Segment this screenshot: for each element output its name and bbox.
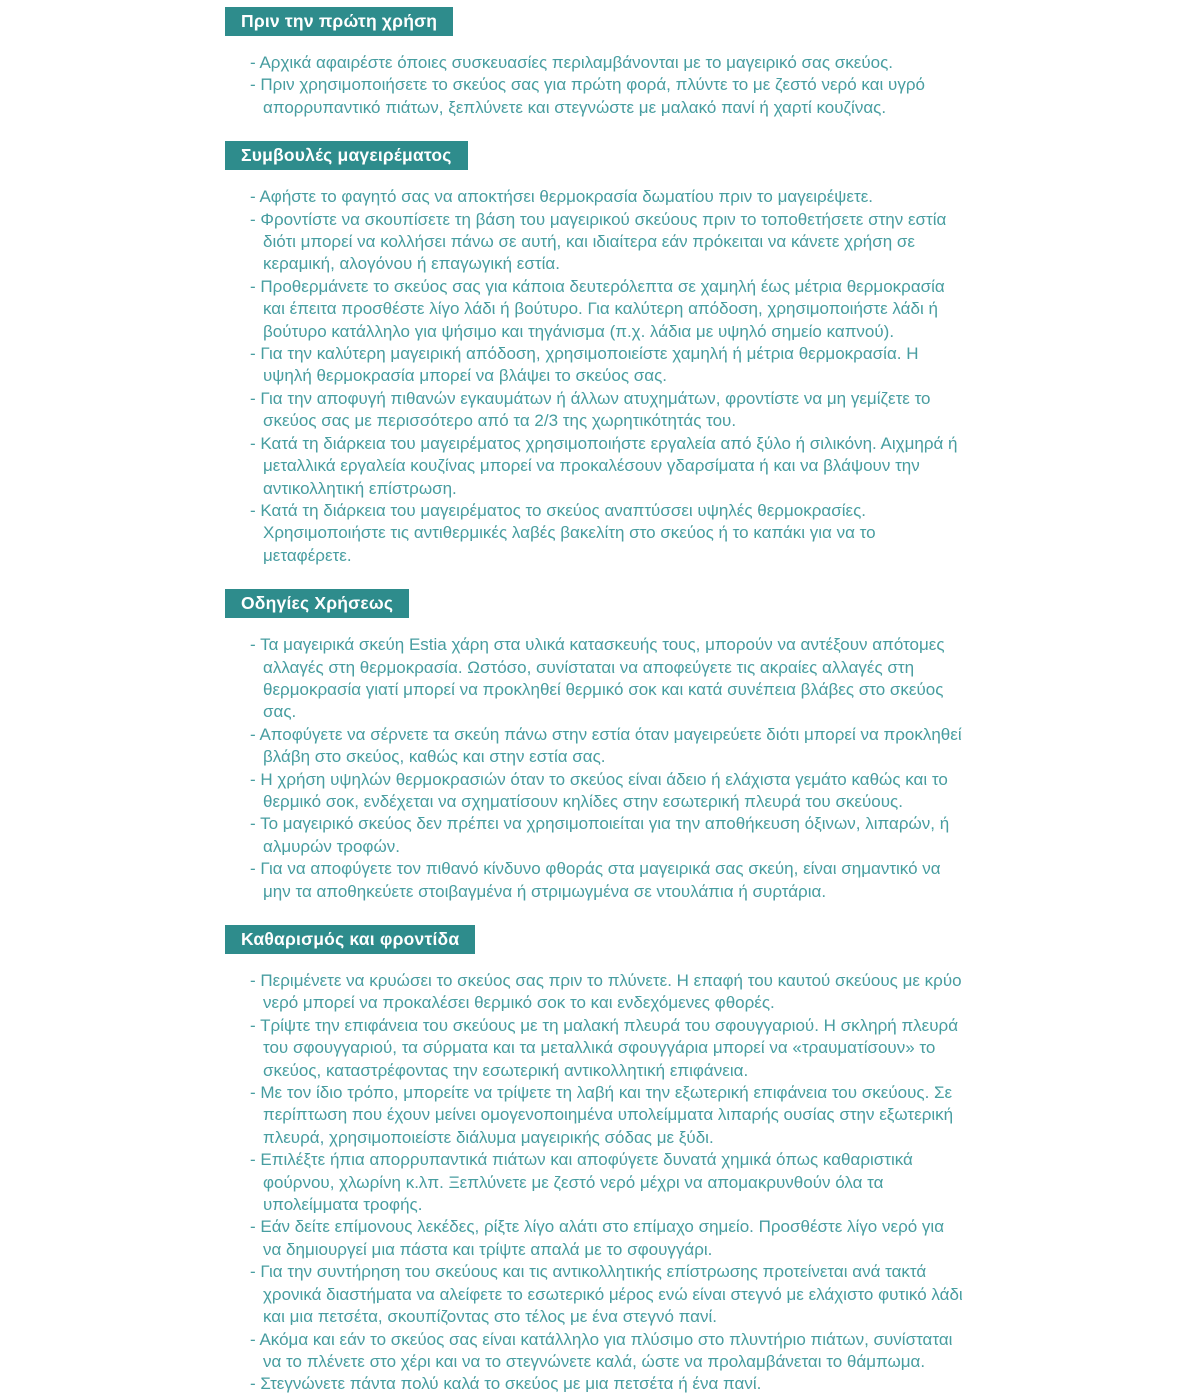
instruction-section bbox=[225, 589, 970, 903]
instruction-item: - Το μαγειρικό σκεύος δεν πρέπει να χρησιμοποιείται για την αποθήκευση όξινων, λιπαρών, ή αλμυρών τροφών. bbox=[250, 813, 966, 858]
instruction-item: - Πριν χρησιμοποιήσετε το σκεύος σας για πρώτη φορά, πλύντε το με ζεστό νερό και υγρό απορρυπαντικό πιάτων, ξεπλύνετε και στεγνώστε με μαλακό πανί ή χαρτί κουζίνας. bbox=[250, 74, 966, 119]
section-title-badge: Συμβουλές μαγειρέματος bbox=[225, 141, 468, 170]
instruction-item: - Η χρήση υψηλών θερμοκρασιών όταν το σκεύος είναι άδειο ή ελάχιστα γεμάτο καθώς και το θερμικό σοκ, ενδέχεται να σχηματίσουν κηλίδες στην εσωτερική πλευρά του σκεύους. bbox=[250, 769, 966, 814]
section-title-badge: Πριν την πρώτη χρήση bbox=[225, 7, 453, 36]
instruction-item: - Περιμένετε να κρυώσει το σκεύος σας πριν το πλύνετε. Η επαφή του καυτού σκεύους με κρύο νερό μπορεί να προκαλέσει θερμικό σοκ το και ενδεχόμενες φθορές. bbox=[250, 970, 966, 1015]
instruction-item: - Ακόμα και εάν το σκεύος σας είναι κατάλληλο για πλύσιμο στο πλυντήριο πιάτων, συνίσταται να το πλένετε στο χέρι και να το στεγνώνετε καλά, ώστε να προλαμβάνεται το θάμπωμα. bbox=[250, 1329, 966, 1374]
instruction-item: - Αποφύγετε να σέρνετε τα σκεύη πάνω στην εστία όταν μαγειρεύετε διότι μπορεί να προκληθεί βλάβη στο σκεύος, καθώς και στην εστία σας. bbox=[250, 724, 966, 769]
instruction-item: - Εάν δείτε επίμονους λεκέδες, ρίξτε λίγο αλάτι στο επίμαχο σημείο. Προσθέστε λίγο νερό για να δημιουργεί μια πάστα και τρίψτε απαλά με το σφουγγάρι. bbox=[250, 1216, 966, 1261]
instruction-section bbox=[225, 7, 970, 119]
section-title-badge: Καθαρισμός και φροντίδα bbox=[225, 925, 475, 954]
instruction-item: - Αρχικά αφαιρέστε όποιες συσκευασίες περιλαμβάνονται με το μαγειρικό σας σκεύος. bbox=[250, 52, 966, 74]
instruction-item: - Τα μαγειρικά σκεύη Estia χάρη στα υλικά κατασκευής τους, μπορούν να αντέξουν απότομες αλλαγές στη θερμοκρασία. Ωστόσο, συνίσταται να αποφεύγετε τις ακραίες αλλαγές στη θερμοκρασία γιατί μπορεί να προκληθεί θερμικό σοκ και κατά συνέπεια βλάβες στο σκεύος σας. bbox=[250, 634, 966, 724]
instruction-item: - Κατά τη διάρκεια του μαγειρέματος το σκεύος αναπτύσσει υψηλές θερμοκρασίες. Χρησιμοποιήστε τις αντιθερμικές λαβές βακελίτη στο σκεύος ή το καπάκι για να το μεταφέρετε. bbox=[250, 500, 966, 567]
instruction-item: - Επιλέξτε ήπια απορρυπαντικά πιάτων και αποφύγετε δυνατά χημικά όπως καθαριστικά φούρνου, χλωρίνη κ.λπ. Ξεπλύνετε με ζεστό νερό μέχρι να απομακρυνθούν όλα τα υπολείμματα τροφής. bbox=[250, 1149, 966, 1216]
instruction-section bbox=[225, 141, 970, 567]
instruction-item: - Φροντίστε να σκουπίσετε τη βάση του μαγειρικού σκεύους πριν το τοποθετήσετε στην εστία διότι μπορεί να κολλήσει πάνω σε αυτή, και ιδιαίτερα εάν πρόκειται να κάνετε χρήση σε κεραμική, αλογόνου ή επαγωγική εστία. bbox=[250, 209, 966, 276]
instruction-item: - Για να αποφύγετε τον πιθανό κίνδυνο φθοράς στα μαγειρικά σας σκεύη, είναι σημαντικό να μην τα αποθηκεύετε στοιβαγμένα ή στριμωγμένα σε ντουλάπια ή συρτάρια. bbox=[250, 858, 966, 903]
instruction-item: - Στεγνώνετε πάντα πολύ καλά το σκεύος με μια πετσέτα ή ένα πανί. bbox=[250, 1373, 966, 1395]
section-title-badge: Οδηγίες Χρήσεως bbox=[225, 589, 409, 618]
instruction-list bbox=[225, 186, 966, 567]
instruction-item: - Για την αποφυγή πιθανών εγκαυμάτων ή άλλων ατυχημάτων, φροντίστε να μη γεμίζετε το σκεύος σας με περισσότερο από τα 2/3 της χωρητικότητάς του. bbox=[250, 388, 966, 433]
instruction-section bbox=[225, 925, 970, 1396]
instruction-list bbox=[225, 52, 966, 119]
instruction-item: - Με τον ίδιο τρόπο, μπορείτε να τρίψετε τη λαβή και την εξωτερική επιφάνεια του σκεύους. Σε περίπτωση που έχουν μείνει ομογενοποιημένα υπολείμματα λιπαρής ουσίας στην εξωτερική πλευρά, χρησιμοποιείστε διάλυμα μαγειρικής σόδας με ξύδι. bbox=[250, 1082, 966, 1149]
instruction-item: - Αφήστε το φαγητό σας να αποκτήσει θερμοκρασία δωματίου πριν το μαγειρέψετε. bbox=[250, 186, 966, 208]
instruction-item: - Τρίψτε την επιφάνεια του σκεύους με τη μαλακή πλευρά του σφουγγαριού. Η σκληρή πλευρά του σφουγγαριού, τα σύρματα και τα μεταλλικά σφουγγάρια μπορεί να «τραυματίσουν» το σκεύος, καταστρέφοντας την εσωτερική αντικολλητική επιφάνεια. bbox=[250, 1015, 966, 1082]
instruction-list bbox=[225, 634, 966, 903]
instruction-list bbox=[225, 970, 966, 1396]
instruction-item: - Προθερμάνετε το σκεύος σας για κάποια δευτερόλεπτα σε χαμηλή έως μέτρια θερμοκρασία και έπειτα προσθέστε λίγο λάδι ή βούτυρο. Για καλύτερη απόδοση, χρησιμοποιήστε λάδι ή βούτυρο κατάλληλο για ψήσιμο και τηγάνισμα (π.χ. λάδια με υψηλό σημείο καπνού). bbox=[250, 276, 966, 343]
instruction-item: - Για την συντήρηση του σκεύους και τις αντικολλητικής επίστρωσης προτείνεται ανά τακτά χρονικά διαστήματα να αλείφετε το εσωτερικό μέρος ενώ είναι στεγνό με ελάχιστο φυτικό λάδι και μια πετσέτα, σκουπίζοντας στο τέλος με ένα στεγνό πανί. bbox=[250, 1261, 966, 1328]
instruction-item: - Κατά τη διάρκεια του μαγειρέματος χρησιμοποιήστε εργαλεία από ξύλο ή σιλικόνη. Αιχμηρά ή μεταλλικά εργαλεία κουζίνας μπορεί να προκαλέσουν γδαρσίματα ή και να βλάψουν την αντικολλητική επίστρωση. bbox=[250, 433, 966, 500]
instruction-item: - Για την καλύτερη μαγειρική απόδοση, χρησιμοποιείστε χαμηλή ή μέτρια θερμοκρασία. Η υψηλή θερμοκρασία μπορεί να βλάψει το σκεύος σας. bbox=[250, 343, 966, 388]
